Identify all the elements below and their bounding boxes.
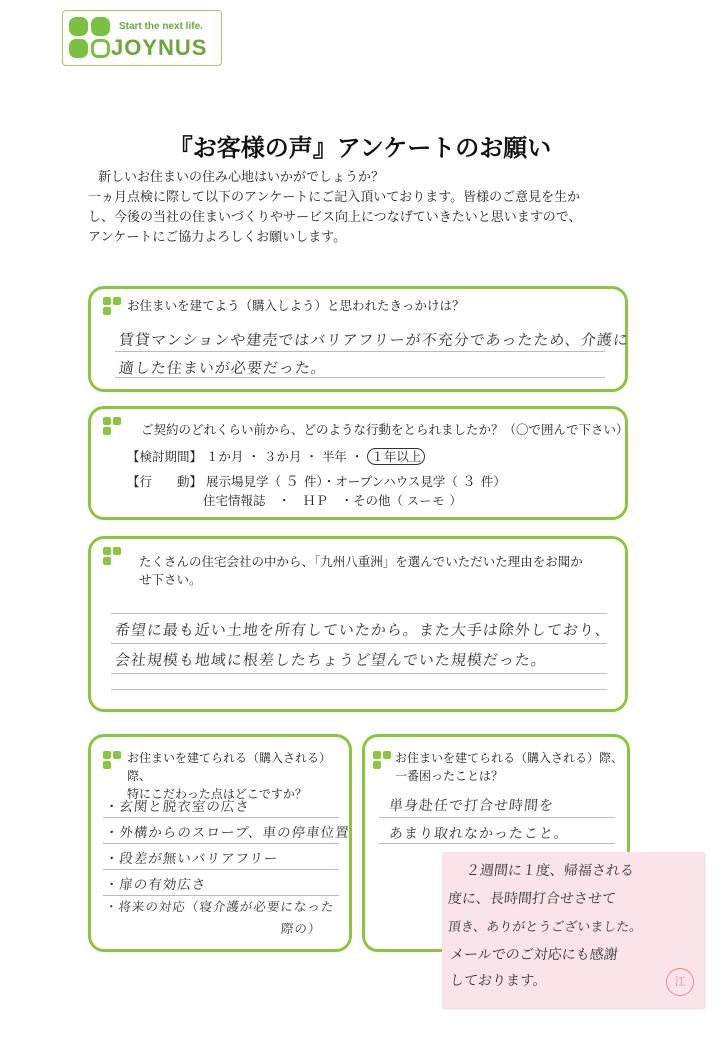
note-line: しております。 [449,973,548,989]
answer-rule [111,689,607,690]
answer-line: 希望に最も近い土地を所有していたから。また大手は除外しており、 [114,621,612,639]
answer-line: ・将来の対応（寝介護が必要になった [104,899,336,914]
question-line: お住まいを建てられる（購入される）際、 [127,751,332,783]
note-line: 頂き、ありがとうございました。 [447,920,644,935]
bullet-squares-icon [103,417,121,435]
answer-line: あまり取れなかったこと。 [388,826,570,842]
question-line: 一番困ったことは？ [395,769,504,783]
bullet-squares-icon [103,751,121,769]
question-line: たくさんの住宅会社の中から、「九州八重洲」を選んでいただいた理由をお聞か [139,554,583,569]
answer-rule [103,869,339,870]
answer-line: ・外構からのスロープ、車の停車位置 [103,825,351,841]
action-text: 件） [480,474,506,489]
question-line: 特にこだわった点はどこですか？ [127,787,307,801]
company-logo [62,10,222,66]
question-text [139,553,583,589]
sticky-note [442,852,704,1008]
answer-line: ・扉の有効広さ [103,877,208,893]
intro-line: 一ヵ月点検に際して以下のアンケートにご記入頂いております。皆様のご意見を生か [88,190,581,205]
action-text: 住宅情報誌 ・ ＨＰ ・その他（ [203,493,404,508]
action-text: ） [449,493,462,508]
answer-rule [111,643,607,644]
answer-line: 単身赴任で打合せ時間を [388,798,555,814]
action-text: 件）・オープンハウス見学（ [303,474,458,489]
answer-line: 適した住まいが必要だった。 [118,359,328,377]
answer-line: 会社規模も地域に根差したちょうど望んでいた規模だった。 [114,651,548,669]
name-stamp: 江 [666,968,694,996]
answer-line: 際の） [280,921,323,936]
question-box-motivation [88,286,628,392]
period-row [127,447,425,465]
question-box-reason [88,536,628,712]
answer-rule [379,843,615,844]
action-row [127,471,506,491]
bullet-squares-icon [103,547,121,565]
intro-line: し、今後の当社の住まいづくりやサービス向上につなげていきたいと思いますので、 [88,210,582,225]
answer-rule [379,817,615,818]
answer-rule [103,817,339,818]
answer-line: 賃貸マンションや建売ではバリアフリーが不充分であったため、介護に [118,331,630,349]
question-box-priorities [88,734,352,952]
showroom-count: ５ [285,474,300,490]
answer-rule [111,673,607,674]
intro-line: アンケートにご協力よろしくお願いします。 [88,230,347,245]
answer-line: ・玄関と脱衣室の広さ [103,799,251,815]
note-line: 度に、長時間打合せさせて [447,891,617,907]
question-text: ご契約のどれくらい前から、どのような行動をとられましたか？（〇で囲んで下さい） [141,422,629,437]
period-selected: １年以上 [367,448,425,465]
bullet-squares-icon [103,297,121,315]
question-line: お住まいを建てられる（購入される）際、 [395,751,624,765]
logo-brand: JOYNUS [111,35,208,60]
action-label: 【行 動】 [127,474,203,489]
note-line: メールでのご対応にも感謝 [449,947,619,963]
period-label: 【検討期間】 [127,449,203,464]
clover-logo-icon [69,17,111,59]
answer-rule [115,377,605,378]
question-box-actions [88,406,628,520]
intro-text [88,168,658,248]
action-row-2 [203,491,462,509]
answer-rule [103,843,339,844]
question-line: せ下さい。 [139,572,202,587]
question-text [395,749,623,785]
page-title: 『お客様の声』アンケートのお願い [168,134,552,162]
question-text: お住まいを建てよう（購入しよう）と思われたきっかけは？ [127,298,465,313]
action-text: 展示場見学（ [206,474,282,489]
period-options: １か月 ・ ３か月 ・ 半年 ・ [206,449,364,464]
note-line: ２週間に１度、帰福される [465,863,635,879]
answer-rule [115,351,605,352]
intro-line: 新しいお住まいの住み心地はいかがでしょうか？ [98,170,385,185]
answer-rule [111,613,607,614]
logo-tagline: Start the next life. [119,21,203,32]
other-source: スーモ [407,494,446,508]
openhouse-count: ３ [461,474,477,490]
answer-line: ・段差が無いバリアフリー [103,851,280,867]
answer-rule [103,895,339,896]
bullet-squares-icon [373,751,391,769]
